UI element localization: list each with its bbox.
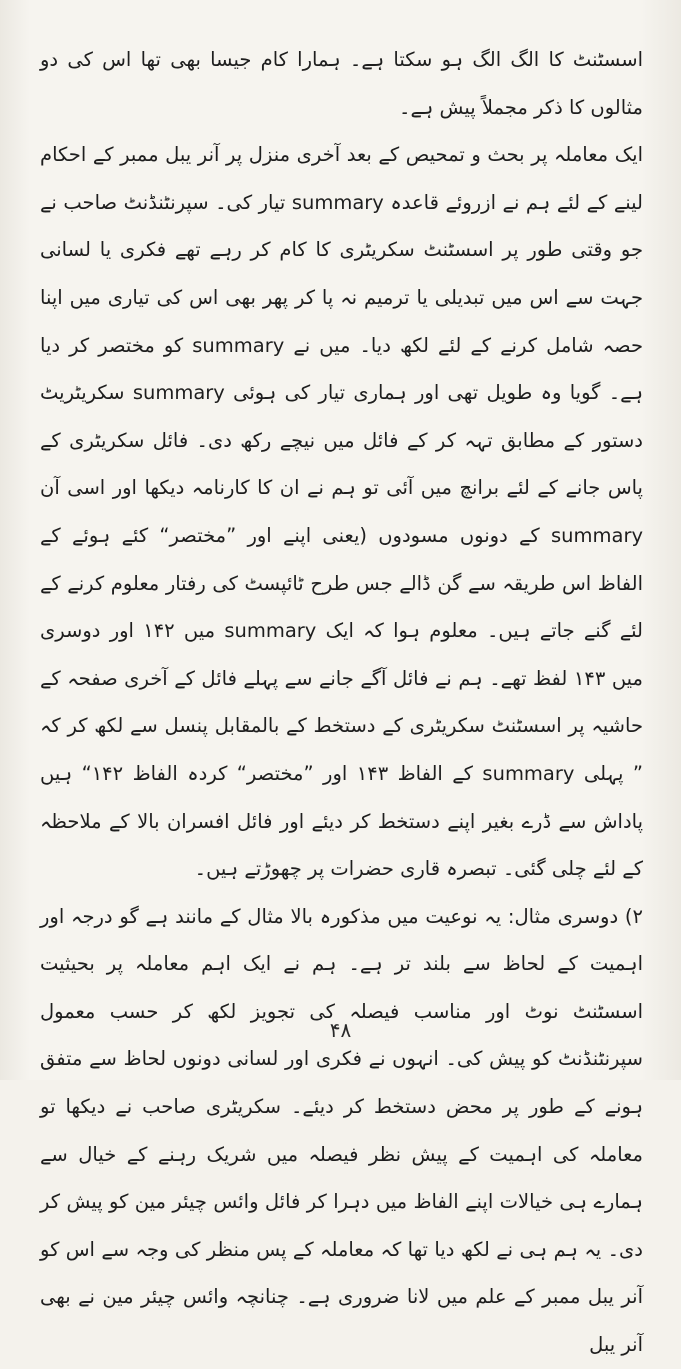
paragraph-example-two: ۲) دوسری مثال: یہ نوعیت میں مذکورہ بالا مثال کے مانند ہے گو درجہ اور اہمیت کے لحاظ سے بلند تر ہے۔ ہم نے ایک اہم معاملہ پر بحیثیت اسسٹنٹ نوٹ اور مناسب فیصلہ کی تجویز لکھ کر حسب معمول سپرنٹنڈنٹ کو پیش کی۔ انہوں نے فکری اور لسانی دونوں لحاظ سے متفق ہونے کے طور پر محض دستخط کر دیئے۔ سکریٹری صاحب نے دیکھا تو معاملہ کی اہمیت کے پیش نظر فیصلہ میں شریک رہنے کے خیال سے ہمارے ہی خیالات اپنے الفاظ میں دہرا کر فائل وائس چیئر مین کو پیش کر دی۔ یہ ہم ہی نے لکھ دیا تھا کہ معاملہ کے پس منظر کی وجہ سے اس کو آنر یبل ممبر کے علم میں لانا ضروری ہے۔ چنانچہ وائس چیئر مین نے بھی آنر یبل xyxy=(40,904,643,1357)
paragraph-intro: اسسٹنٹ کا الگ الگ ہو سکتا ہے۔ ہمارا کام جیسا بھی تھا اس کی دو مثالوں کا ذکر مجملاً پیش ہے۔ xyxy=(40,48,643,119)
paragraph-example-one: ایک معاملہ پر بحث و تمحیص کے بعد آخری منزل پر آنر یبل ممبر کے احکام لینے کے لئے ہم نے ازروئے قاعدہ summary تیار کی۔ سپرنٹنڈنٹ صاحب نے جو وقتی طور پر اسسٹنٹ سکریٹری کا کام کر رہے تھے فکری یا لسانی جہت سے اس میں تبدیلی یا ترمیم نہ پا کر پھر بھی اس کی تیاری میں اپنا حصہ شامل کرنے کے لئے لکھ دیا۔ میں نے summary کو مختصر کر دیا ہے۔ گویا وہ طویل تھی اور ہماری تیار کی ہوئی summary سکریٹریٹ دستور کے مطابق تہہ کر کے فائل میں نیچے رکھ دی۔ فائل سکریٹری کے پاس جانے کے لئے برانچ میں آئی تو ہم نے ان کا کارنامہ دیکھا اور اسی آن summary کے دونوں مسودوں (یعنی اپنے اور ”مختصر“ کئے ہوئے کے الفاظ اس طریقہ سے گن ڈالے جس طرح ٹائپسٹ کی رفتار معلوم کرنے کے لئے گنے جاتے ہیں۔ معلوم ہوا کہ ایک summary میں ۱۴۲ اور دوسری میں ۱۴۳ لفظ تھے۔ ہم نے فائل آگے جانے سے پہلے فائل کے آخری صفحہ کے حاشیہ پر اسسٹنٹ سکریٹری کے دستخط کے بالمقابل پنسل سے لکھ کر کہ ” پہلی summary کے الفاظ ۱۴۳ اور ”مختصر“ کردہ الفاظ ۱۴۲“ ہیں پاداش سے ڈرے بغیر اپنے دستخط کر دیئے اور فائل افسران بالا کے ملاحظہ کے لئے چلی گئی۔ تبصرہ قاری حضرات پر چھوڑتے ہیں۔ xyxy=(40,143,644,881)
body-text xyxy=(40,36,643,1369)
page-number: ۴۸ xyxy=(329,1018,352,1042)
